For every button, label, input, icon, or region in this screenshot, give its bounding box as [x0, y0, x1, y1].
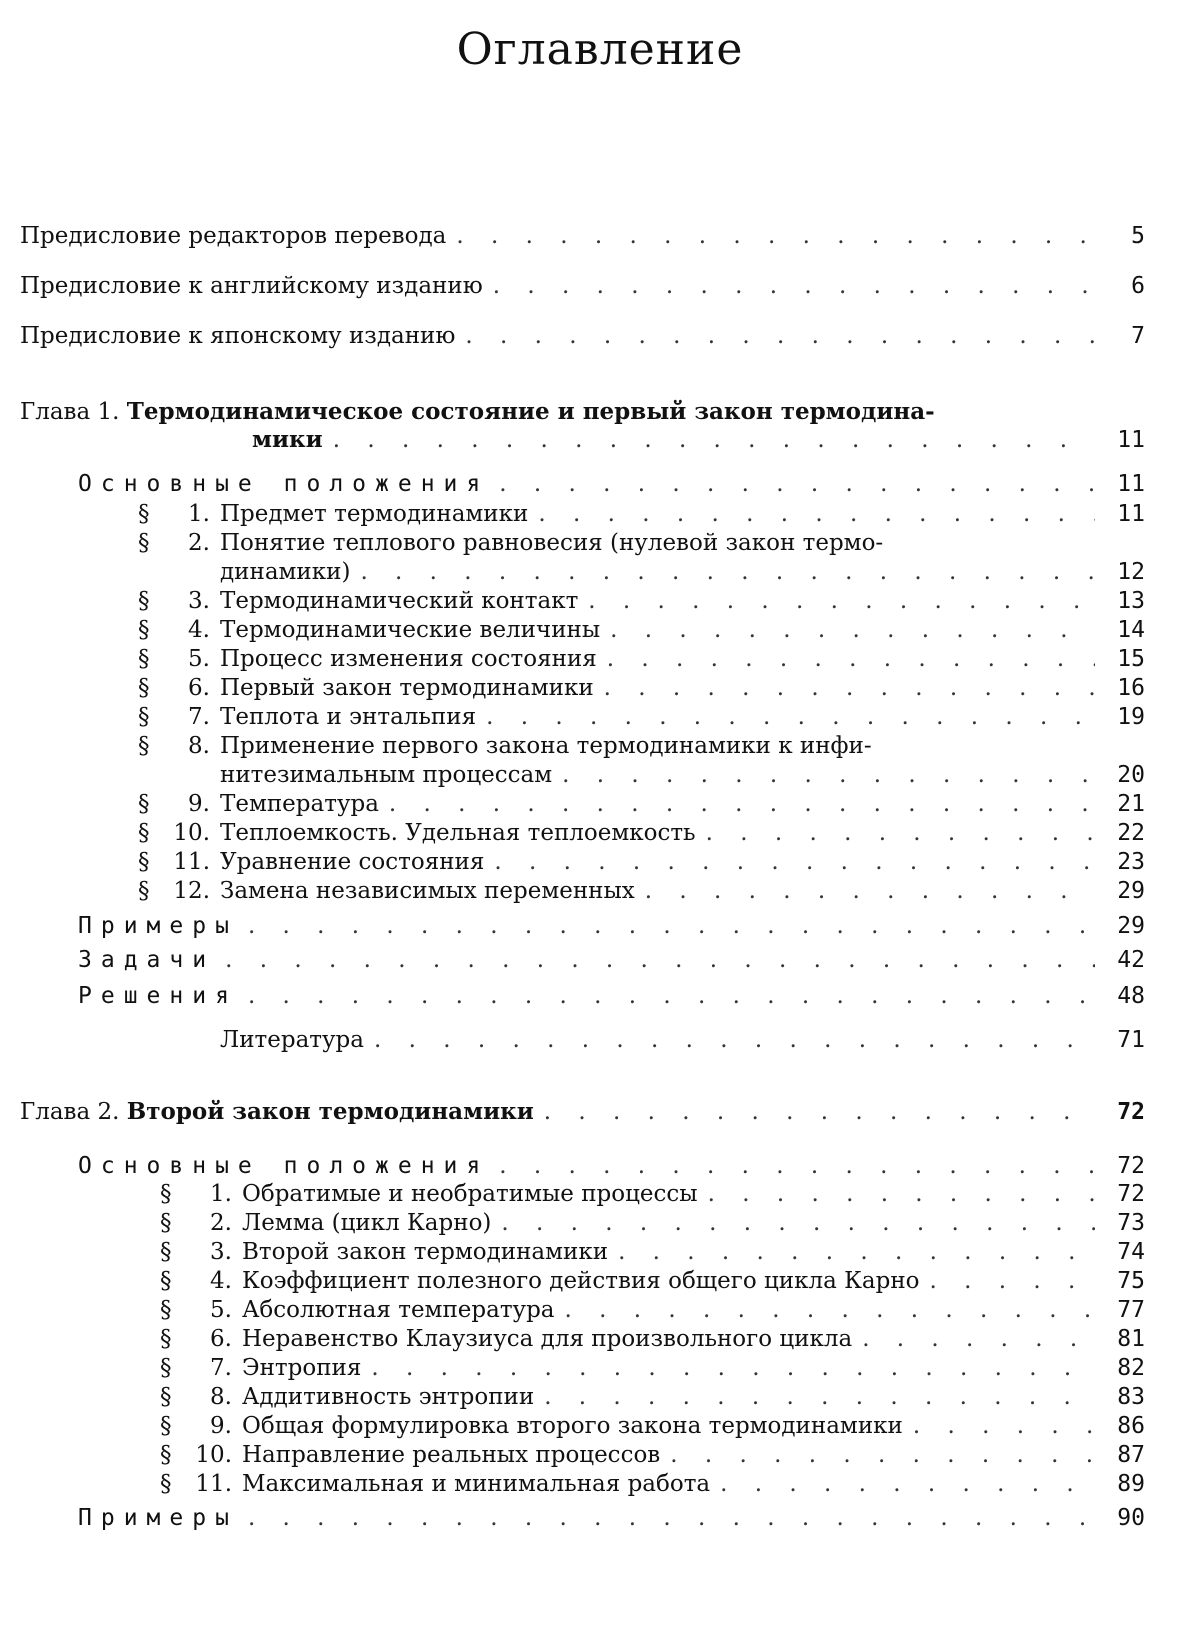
page-number: 74: [1117, 1239, 1145, 1265]
section-sign: §: [160, 1355, 172, 1381]
dot-leader: [610, 616, 1095, 644]
dot-leader: [499, 1152, 1095, 1180]
page-number: 5: [1131, 223, 1145, 249]
section-sign: §: [138, 530, 150, 556]
page-number: 77: [1117, 1297, 1145, 1323]
toc-section-entry[interactable]: [138, 616, 1145, 644]
toc-section-entry[interactable]: [138, 645, 1145, 673]
entry-title: Основные положения: [78, 1153, 490, 1179]
dot-leader: [618, 1238, 1095, 1266]
dot-leader: [248, 912, 1095, 940]
page-number: 29: [1117, 913, 1145, 939]
page-number: 11: [1117, 471, 1145, 497]
page-number: 16: [1117, 675, 1145, 701]
toc-section-entry[interactable]: [138, 674, 1145, 702]
section-sign: §: [160, 1442, 172, 1468]
toc-section-line[interactable]: [138, 732, 872, 760]
section-number: 12.: [173, 878, 210, 904]
section-title: Лемма (цикл Карно): [242, 1210, 492, 1236]
section-title: Второй закон термодинамики: [242, 1239, 609, 1265]
chapter-label: Глава 1.: [20, 399, 120, 425]
dot-leader: [706, 819, 1095, 847]
page-number: 42: [1117, 947, 1145, 973]
entry-title: Примеры: [78, 1505, 238, 1531]
section-number: 2.: [210, 1210, 232, 1236]
toc-entry-preface-japanese[interactable]: [20, 322, 1145, 350]
section-sign: §: [138, 588, 150, 614]
chapter-title: Термодинамическое состояние и первый закон термодина-: [126, 398, 935, 425]
dot-leader: [389, 790, 1095, 818]
section-title: Энтропия: [242, 1355, 362, 1381]
section-title-cont: нитезимальным процессам: [220, 762, 553, 788]
entry-title: Решения: [78, 983, 238, 1009]
toc-section-entry[interactable]: [138, 877, 1145, 905]
toc-section-entry[interactable]: [138, 848, 1145, 876]
page-number: 12: [1117, 559, 1145, 585]
section-sign: §: [160, 1268, 172, 1294]
toc-section-entry[interactable]: [220, 558, 1145, 586]
dot-leader: [913, 1412, 1095, 1440]
section-title: Максимальная и минимальная работа: [242, 1471, 711, 1497]
section-sign: §: [138, 501, 150, 527]
section-title: Предмет термодинамики: [220, 501, 529, 527]
dot-leader: [371, 1354, 1095, 1382]
section-sign: §: [160, 1413, 172, 1439]
dot-leader: [544, 1383, 1095, 1411]
section-sign: §: [138, 820, 150, 846]
section-number: 5.: [188, 646, 210, 672]
section-sign: §: [138, 733, 150, 759]
toc-section-entry[interactable]: [160, 1180, 1145, 1208]
section-number: 8.: [210, 1384, 232, 1410]
section-sign: §: [160, 1384, 172, 1410]
section-sign: §: [160, 1210, 172, 1236]
toc-section-entry[interactable]: [220, 761, 1145, 789]
toc-section-entry[interactable]: [160, 1354, 1145, 1382]
section-title: Термодинамические величины: [220, 617, 601, 643]
dot-leader: [225, 946, 1095, 974]
section-number: 6.: [210, 1326, 232, 1352]
page-number: 83: [1117, 1384, 1145, 1410]
section-sign: §: [138, 878, 150, 904]
page-number: 75: [1117, 1268, 1145, 1294]
page-number: 87: [1117, 1442, 1145, 1468]
dot-leader: [456, 222, 1095, 250]
toc-section-entry[interactable]: [138, 819, 1145, 847]
entry-title: Основные положения: [78, 471, 490, 497]
dot-leader: [930, 1267, 1095, 1295]
toc-section-entry[interactable]: [160, 1412, 1145, 1440]
section-title: Теплота и энтальпия: [220, 704, 477, 730]
section-sign: §: [160, 1471, 172, 1497]
page-number: 23: [1117, 849, 1145, 875]
page-number: 11: [1117, 427, 1145, 453]
section-number: 7.: [188, 704, 210, 730]
section-title: Применение первого закона термодинамики к инфи-: [220, 733, 872, 759]
section-title: Замена независимых переменных: [220, 878, 635, 904]
dot-leader: [486, 703, 1095, 731]
entry-title: Примеры: [78, 913, 238, 939]
page-number: 48: [1117, 983, 1145, 1009]
chapter-title-cont: мики: [252, 426, 323, 453]
toc-entry-basics[interactable]: [78, 1152, 1145, 1180]
dot-leader: [494, 848, 1095, 876]
chapter-label: Глава 2.: [20, 1099, 120, 1125]
dot-leader: [501, 1209, 1095, 1237]
section-sign: §: [138, 849, 150, 875]
page-number: 82: [1117, 1355, 1145, 1381]
toc-section-entry[interactable]: [160, 1267, 1145, 1295]
page-number: 14: [1117, 617, 1145, 643]
section-sign: §: [138, 617, 150, 643]
dot-leader: [538, 500, 1095, 528]
dot-leader: [708, 1180, 1095, 1208]
page-number: 89: [1117, 1471, 1145, 1497]
toc-section-line[interactable]: [138, 529, 883, 557]
chapter-2-heading[interactable]: [20, 1098, 1145, 1126]
chapter-1-heading[interactable]: [20, 398, 935, 426]
dot-leader: [360, 558, 1095, 586]
section-number: 6.: [188, 675, 210, 701]
dot-leader: [588, 587, 1095, 615]
page-number: 90: [1117, 1505, 1145, 1531]
page-number: 73: [1117, 1210, 1145, 1236]
page-number: 15: [1117, 646, 1145, 672]
section-number: 4.: [210, 1268, 232, 1294]
dot-leader: [862, 1325, 1095, 1353]
section-title: Теплоемкость. Удельная теплоемкость: [220, 820, 696, 846]
section-title: Процесс изменения состояния: [220, 646, 597, 672]
dot-leader: [493, 272, 1095, 300]
toc-section-entry[interactable]: [160, 1383, 1145, 1411]
page-number: 72: [1117, 1099, 1145, 1125]
page-number: 22: [1117, 820, 1145, 846]
toc-entry-preface-editors[interactable]: [20, 222, 1145, 250]
section-sign: §: [160, 1239, 172, 1265]
section-number: 10.: [195, 1442, 232, 1468]
dot-leader: [499, 470, 1095, 498]
dot-leader: [645, 877, 1095, 905]
section-sign: §: [138, 675, 150, 701]
section-number: 5.: [210, 1297, 232, 1323]
entry-title: Предисловие к японскому изданию: [20, 323, 456, 349]
dot-leader: [670, 1441, 1095, 1469]
section-number: 10.: [173, 820, 210, 846]
entry-title: Предисловие к английскому изданию: [20, 273, 483, 299]
toc-entry-solutions[interactable]: [78, 982, 1145, 1010]
chapter-1-heading-cont[interactable]: [252, 426, 1145, 454]
section-sign: §: [160, 1326, 172, 1352]
section-number: 3.: [188, 588, 210, 614]
toc-entry-problems[interactable]: [78, 946, 1145, 974]
section-number: 8.: [188, 733, 210, 759]
dot-leader: [465, 322, 1095, 350]
section-number: 9.: [188, 791, 210, 817]
toc-section-entry[interactable]: [160, 1470, 1145, 1498]
page-number: 21: [1117, 791, 1145, 817]
toc-section-entry[interactable]: [160, 1238, 1145, 1266]
section-number: 7.: [210, 1355, 232, 1381]
dot-leader: [374, 1026, 1095, 1054]
page-number: 6: [1131, 273, 1145, 299]
toc-entry-examples[interactable]: [78, 912, 1145, 940]
page-number: 86: [1117, 1413, 1145, 1439]
page-title: Оглавление: [456, 24, 744, 75]
toc-section-entry[interactable]: [160, 1209, 1145, 1237]
section-title: Понятие теплового равновесия (нулевой закон термо-: [220, 530, 884, 556]
toc-section-entry[interactable]: [138, 587, 1145, 615]
section-number: 9.: [210, 1413, 232, 1439]
dot-leader: [607, 645, 1095, 673]
dot-leader: [604, 674, 1095, 702]
section-title: Первый закон термодинамики: [220, 675, 594, 701]
section-sign: §: [138, 791, 150, 817]
toc-section-entry[interactable]: [138, 500, 1145, 528]
section-number: 3.: [210, 1239, 232, 1265]
section-title: Аддитивность энтропии: [242, 1384, 535, 1410]
page-number: 19: [1117, 704, 1145, 730]
section-title: Направление реальных процессов: [242, 1442, 661, 1468]
dot-leader: [565, 1296, 1095, 1324]
dot-leader: [720, 1470, 1095, 1498]
page-number: 72: [1117, 1153, 1145, 1179]
section-sign: §: [138, 704, 150, 730]
page-number: 13: [1117, 588, 1145, 614]
dot-leader: [562, 761, 1095, 789]
section-title: Общая формулировка второго закона термодинамики: [242, 1413, 903, 1439]
page-number: 71: [1117, 1027, 1145, 1053]
entry-title: Литература: [220, 1027, 364, 1053]
page-number: 7: [1131, 323, 1145, 349]
toc-section-entry[interactable]: [160, 1441, 1145, 1469]
toc-section-entry[interactable]: [160, 1296, 1145, 1324]
toc-section-entry[interactable]: [138, 790, 1145, 818]
section-number: 2.: [188, 530, 210, 556]
section-number: 11.: [195, 1471, 232, 1497]
section-number: 11.: [173, 849, 210, 875]
toc-entry-preface-english[interactable]: [20, 272, 1145, 300]
section-number: 1.: [188, 501, 210, 527]
entry-title: Предисловие редакторов перевода: [20, 223, 447, 249]
page-number: 29: [1117, 878, 1145, 904]
dot-leader: [544, 1098, 1095, 1126]
toc-entry-examples[interactable]: [78, 1504, 1145, 1532]
dot-leader: [248, 1504, 1095, 1532]
section-sign: §: [138, 646, 150, 672]
section-title: Температура: [220, 791, 379, 817]
dot-leader: [248, 982, 1095, 1010]
toc-entry-literature[interactable]: [220, 1026, 1145, 1054]
toc-entry-basics[interactable]: [78, 470, 1145, 498]
section-number: 1.: [210, 1181, 232, 1207]
section-title: Термодинамический контакт: [220, 588, 579, 614]
section-title: Уравнение состояния: [220, 849, 485, 875]
page-number: 20: [1117, 762, 1145, 788]
page-number: 81: [1117, 1326, 1145, 1352]
section-sign: §: [160, 1297, 172, 1323]
dot-leader: [333, 426, 1095, 454]
section-title: Обратимые и необратимые процессы: [242, 1181, 698, 1207]
section-number: 4.: [188, 617, 210, 643]
section-title: Неравенство Клаузиуса для произвольного цикла: [242, 1326, 853, 1352]
section-title: Коэффициент полезного действия общего цикла Карно: [242, 1268, 920, 1294]
section-title: Абсолютная температура: [242, 1297, 555, 1323]
page-number: 72: [1117, 1181, 1145, 1207]
toc-section-entry[interactable]: [160, 1325, 1145, 1353]
entry-title: Задачи: [78, 947, 216, 973]
toc-section-entry[interactable]: [138, 703, 1145, 731]
chapter-title: Второй закон термодинамики: [126, 1098, 534, 1125]
section-sign: §: [160, 1181, 172, 1207]
page-number: 11: [1117, 501, 1145, 527]
section-title-cont: динамики): [220, 559, 351, 585]
